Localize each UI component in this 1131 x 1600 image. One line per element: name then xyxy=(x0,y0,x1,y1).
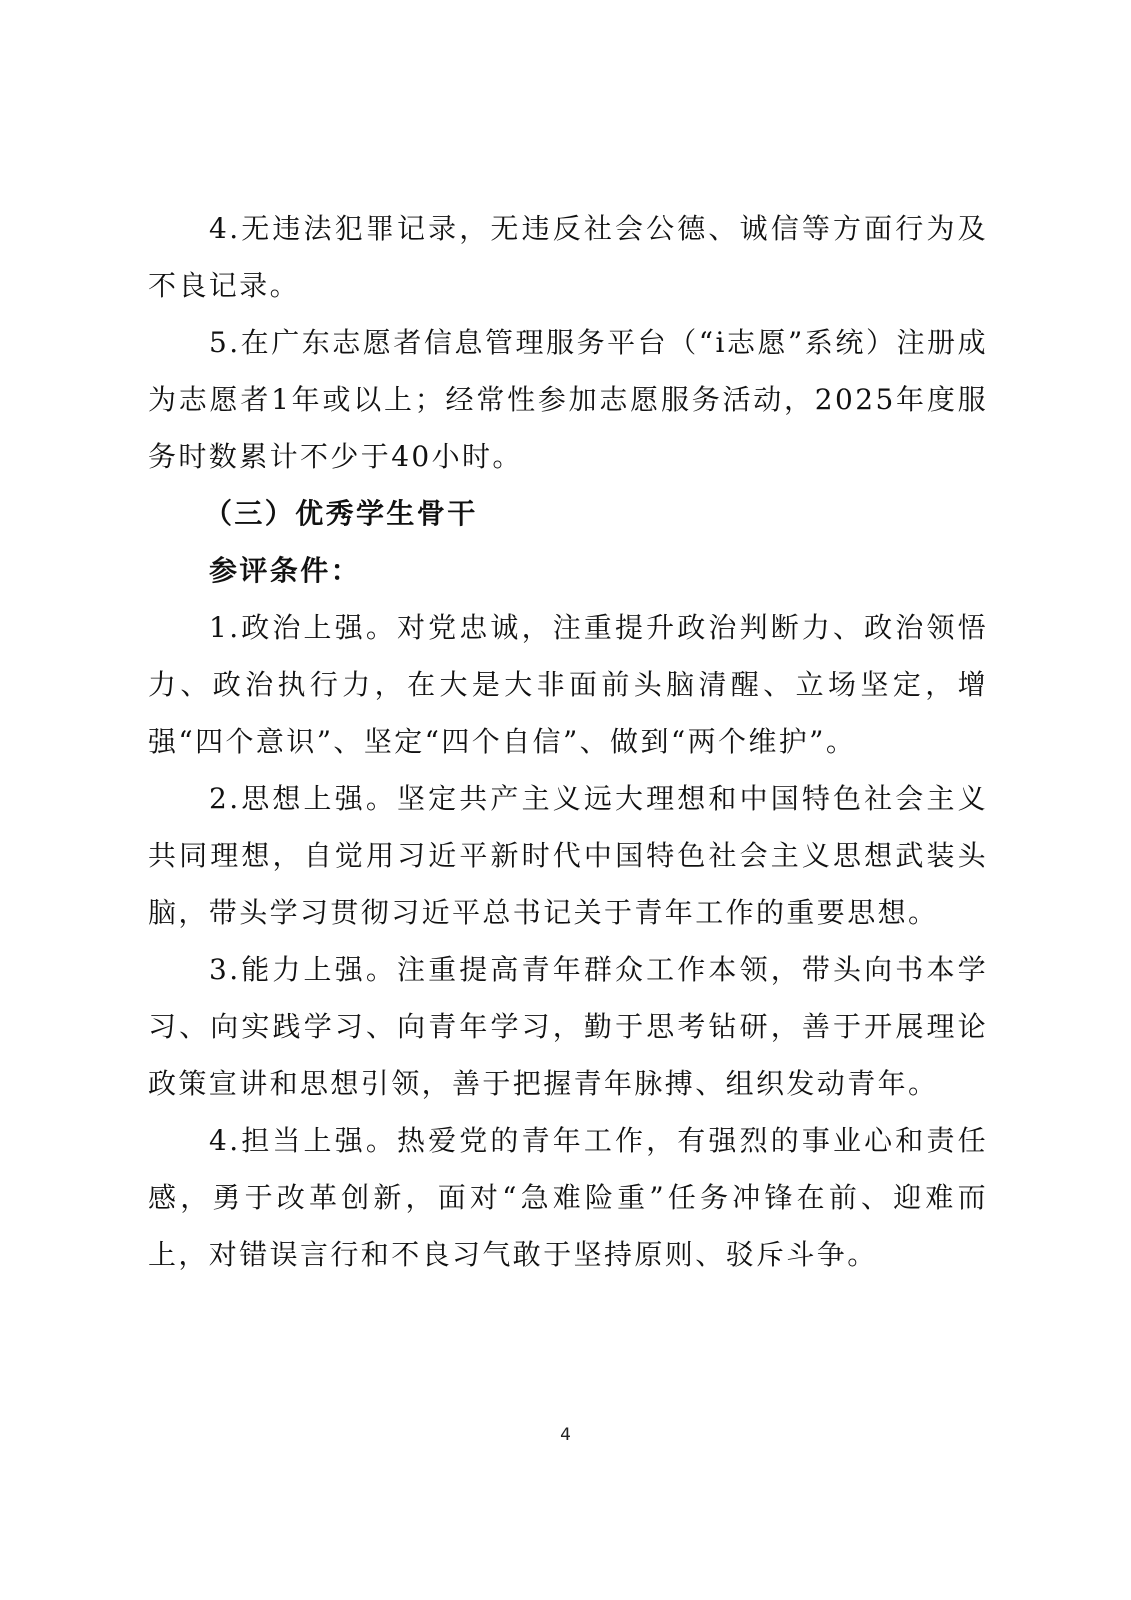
page-number: 4 xyxy=(560,1425,571,1445)
condition-1-political: 1.政治上强。对党忠诚，注重提升政治判断力、政治领悟力、政治执行力，在大是大非面前头脑清醒、立场坚定，增强“四个意识”、坚定“四个自信”、做到“两个维护”。 xyxy=(148,611,988,758)
section-heading-outstanding-student-leaders: （三）优秀学生骨干 xyxy=(204,497,478,530)
document-body xyxy=(148,200,988,1283)
condition-3-ability: 3.能力上强。注重提高青年群众工作本领，带头向书本学习、向实践学习、向青年学习，勤于思考钻研，善于开展理论政策宣讲和思想引领，善于把握青年脉搏、组织发动青年。 xyxy=(148,953,988,1100)
criterion-4-no-criminal-record: 4.无违法犯罪记录，无违反社会公德、诚信等方面行为及不良记录。 xyxy=(148,212,988,302)
eligibility-conditions-label: 参评条件： xyxy=(209,554,362,587)
condition-4-responsibility: 4.担当上强。热爱党的青年工作，有强烈的事业心和责任感，勇于改革创新，面对“急难险重”任务冲锋在前、迎难而上，对错误言行和不良习气敢于坚持原则、驳斥斗争。 xyxy=(148,1124,988,1271)
condition-2-ideological: 2.思想上强。坚定共产主义远大理想和中国特色社会主义共同理想，自觉用习近平新时代中国特色社会主义思想武装头脑，带头学习贯彻习近平总书记关于青年工作的重要思想。 xyxy=(148,782,988,929)
criterion-5-volunteer-registration: 5.在广东志愿者信息管理服务平台（“i志愿”系统）注册成为志愿者1年或以上；经常性参加志愿服务活动，2025年度服务时数累计不少于40小时。 xyxy=(148,326,988,473)
